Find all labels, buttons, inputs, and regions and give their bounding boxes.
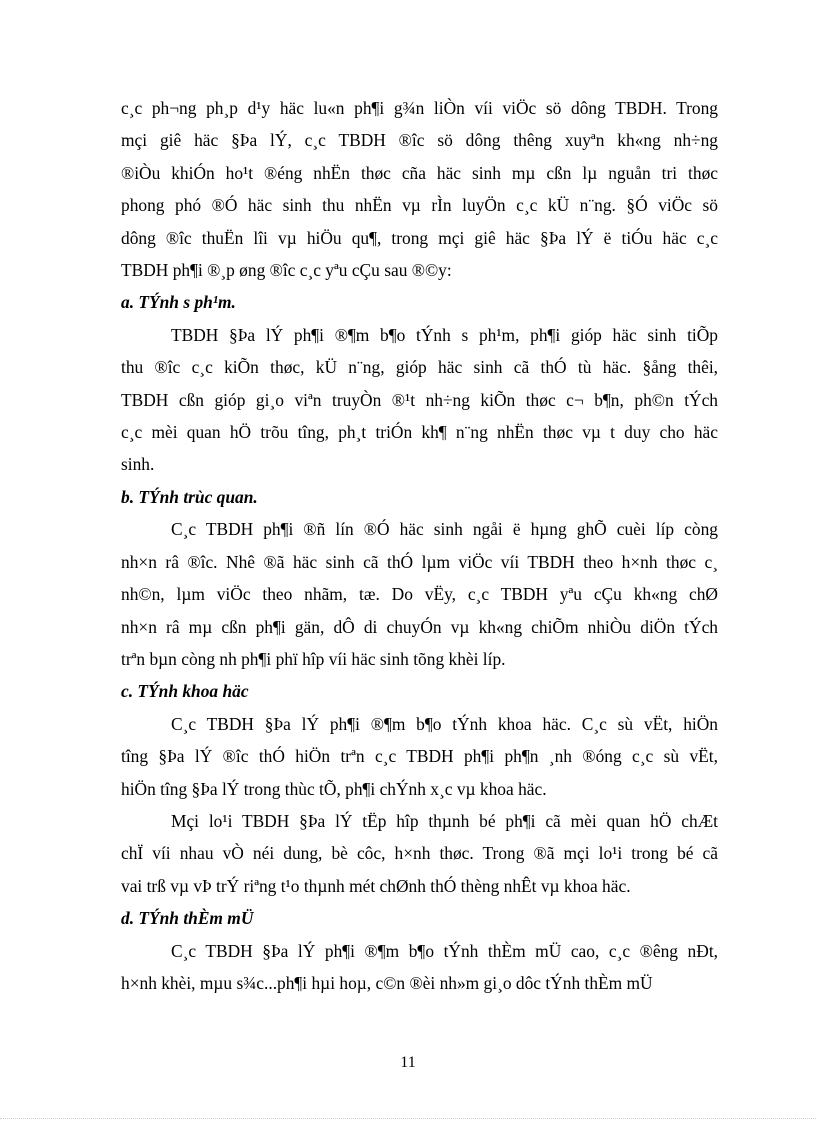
text-line: c¸c ph¬ng ph¸p d¹y häc lu«n ph¶i g¾n liÒn víi viÖc sö dông TBDH. Trong (121, 98, 718, 118)
text-line: h×nh khèi, mµu s¾c...ph¶i hµi hoµ, c©n ®èi nh»m gi¸o dôc tÝnh thÈm mÜ (121, 972, 653, 993)
text-line: chÏ víi nhau vÒ néi dung, bè côc, h×nh thøc. Trong ®ã mçi lo¹i trong bé cã (121, 843, 718, 864)
text-line: nh©n, lµm viÖc theo nhãm, tæ. Do vËy, c¸c TBDH yªu cÇu kh«ng chØ (121, 584, 718, 605)
text-line: C¸c TBDH §Þa lÝ ph¶i ®¶m b¶o tÝnh thÈm mÜ cao, c¸c ®êng nÐt, (171, 940, 718, 961)
body-paragraph (121, 319, 718, 481)
text-line: TBDH cßn gióp gi¸o viªn truyÒn ®¹t nh÷ng kiÕn thøc c¬ b¶n, ph©n tÝch (121, 389, 718, 410)
text-line: TBDH §Þa lÝ ph¶i ®¶m b¶o tÝnh s ph¹m, ph¶i gióp häc sinh tiÕp (171, 324, 718, 345)
page-body (121, 92, 718, 999)
text-line: TBDH ph¶i ®¸p øng ®îc c¸c yªu cÇu sau ®©y: (121, 260, 452, 281)
body-paragraph (121, 708, 718, 805)
body-paragraph (121, 513, 718, 675)
text-line: mçi giê häc §Þa lÝ, c¸c TBDH ®îc sö dông thêng xuyªn kh«ng nh÷ng (121, 130, 718, 151)
text-line: vai trß vµ vÞ trÝ riªng t¹o thµnh mét chØnh thÓ thèng nhÊt vµ khoa häc. (121, 875, 631, 896)
text-line: hiÖn tîng §Þa lÝ trong thùc tÕ, ph¶i chÝnh x¸c vµ khoa häc. (121, 778, 547, 799)
text-line: Mçi lo¹i TBDH §Þa lÝ tËp hîp thµnh bé ph¶i cã mèi quan hÖ chÆt (171, 810, 718, 831)
page-number: 11 (400, 1054, 416, 1071)
section-heading: d. TÝnh thÈm mÜ (121, 908, 254, 929)
text-line: c¸c mèi quan hÖ trõu tîng, ph¸t triÓn kh¶ n¨ng nhËn thøc vµ t duy cho häc (121, 422, 718, 443)
text-line: C¸c TBDH ph¶i ®ñ lín ®Ó häc sinh ngåi ë hµng ghÕ cuèi líp còng (171, 519, 718, 540)
body-paragraph (121, 935, 718, 1000)
body-paragraph (121, 92, 718, 286)
text-line: thu ®îc c¸c kiÕn thøc, kÜ n¨ng, gióp häc sinh cã thÓ tù häc. §ång thêi, (121, 357, 718, 378)
section-heading: b. TÝnh trùc quan. (121, 486, 258, 507)
text-line: dông ®îc thuËn lîi vµ hiÖu qu¶, trong mçi giê häc §Þa lÝ ë tiÓu häc c¸c (121, 227, 718, 248)
page-footer-divider (0, 1117, 816, 1119)
body-paragraph (121, 805, 718, 902)
text-line: ®iÒu khiÓn ho¹t ®éng nhËn thøc cña häc sinh mµ cßn lµ nguån tri thøc (121, 162, 718, 183)
text-line: nh×n râ ®îc. Nhê ®ã häc sinh cã thÓ lµm viÖc víi TBDH theo h×nh thøc c¸ (121, 551, 718, 572)
text-line: tîng §Þa lÝ ®îc thÓ hiÖn trªn c¸c TBDH ph¶i ph¶n ¸nh ®óng c¸c sù vËt, (121, 746, 718, 767)
text-line: C¸c TBDH §Þa lÝ ph¶i ®¶m b¶o tÝnh khoa häc. C¸c sù vËt, hiÖn (171, 713, 718, 734)
section-heading: c. TÝnh khoa häc (121, 681, 249, 702)
section-heading: a. TÝnh s ph¹m. (121, 292, 236, 313)
text-line: nh×n râ mµ cßn ph¶i gän, dÔ di chuyÓn vµ kh«ng chiÕm nhiÒu diÖn tÝch (121, 616, 718, 637)
text-line: sinh. (121, 454, 155, 475)
text-line: trªn bµn còng nh ph¶i phï hîp víi häc sinh tõng khèi líp. (121, 648, 506, 669)
text-line: phong phó ®Ó häc sinh thu nhËn vµ rÌn luyÖn c¸c kÜ n¨ng. §Ó viÖc sö (121, 195, 718, 216)
